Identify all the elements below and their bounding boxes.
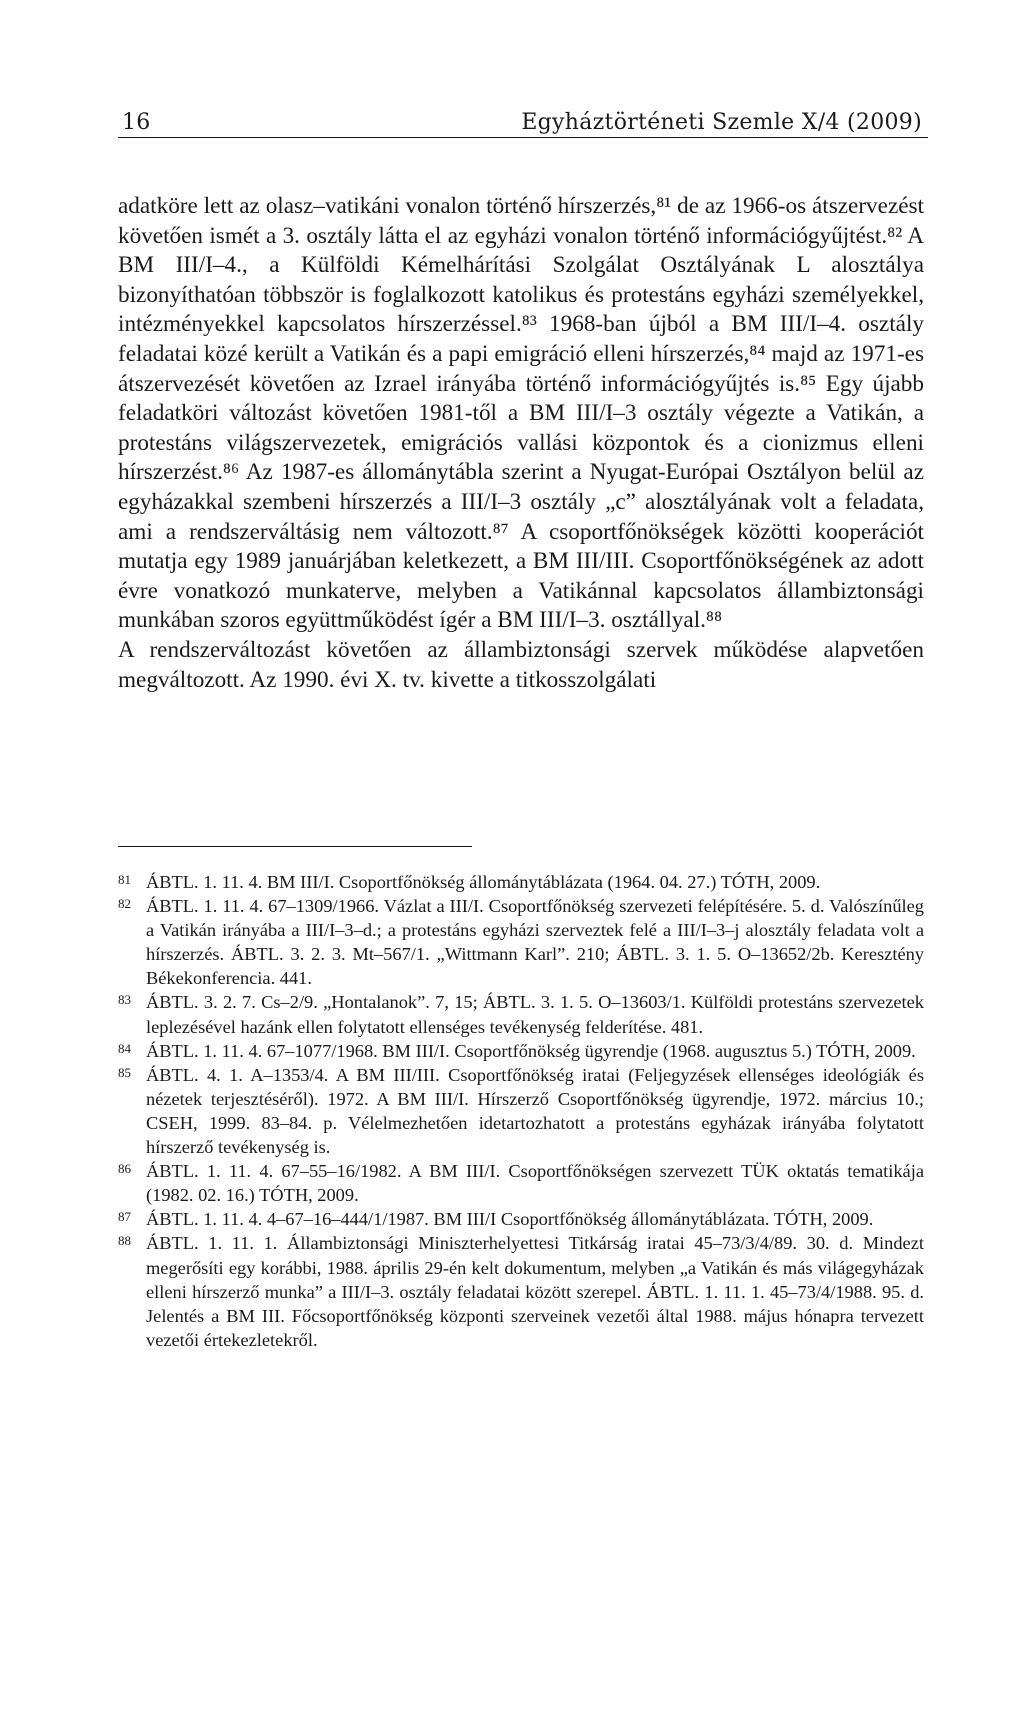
- footnote-text: ÁBTL. 4. 1. A–1353/4. A BM III/III. Csoportfőnökség iratai (Feljegyzések ellenséges ideológiák és nézetek terjesztéséről). 1972. A BM III/I. Hírszerző Csoportfőnökség ügyrendje, 1972. március 10.; CSEH, 1999. 83–84. p. Vélelmezhetően idetartozhatott a protestáns egyházak irányába folytatott hírszerző tevékenység is.: [146, 1064, 924, 1158]
- footnote-number: 88: [118, 1233, 131, 1249]
- footnote: [118, 894, 924, 990]
- footnote-number: 83: [118, 992, 131, 1008]
- footnote-text: ÁBTL. 1. 11. 1. Állambiztonsági Miniszterhelyettesi Titkárság iratai 45–73/3/4/89. 30. d. Mindezt megerősíti egy korábbi, 1988. április 29-én kelt dokumentum, melyben „a Vatikán és más világegyházak elleni hírszerző munka” a III/I–3. osztály feladatai között szerepel. ÁBTL. 1. 11. 1. 45–73/4/1988. 95. d. Jelentés a BM III. Főcsoportfőnökség központi szerveinek vezetői által 1988. május hónapra tervezett vezetői értekezletekről.: [146, 1233, 924, 1350]
- footnote: [118, 1039, 924, 1063]
- footnote: [118, 1207, 924, 1231]
- footnote: [118, 870, 924, 894]
- footnote-number: 82: [118, 896, 131, 912]
- footnote-text: ÁBTL. 1. 11. 4. BM III/I. Csoportfőnökség állománytáblázata (1964. 04. 27.) TÓTH, 2009.: [146, 872, 821, 892]
- footnote: [118, 1159, 924, 1207]
- body-paragraph-2: A rendszerváltozást követően az állambiztonsági szervek működése alapvetően megváltozott. Az 1990. évi X. tv. kivette a titkosszolgálati: [118, 636, 924, 693]
- footnote-number: 84: [118, 1040, 131, 1056]
- footnote-text: ÁBTL. 1. 11. 4. 67–1309/1966. Vázlat a III/I. Csoportfőnökség szervezeti felépítésére. 5. d. Valószínűleg a Vatikán irányába a III/I–3–d.; a protestáns egyházi szerveztek felé a III/I–3–j alosztály feladata volt a hírszerzés. ÁBTL. 3. 2. 3. Mt–567/1. „Wittmann Karl”. 210; ÁBTL. 3. 1. 5. O–13652/2b. Keresztény Békekonferencia. 441.: [146, 896, 924, 989]
- footnote: [118, 1231, 924, 1351]
- footnote-number: 81: [118, 872, 131, 887]
- footnote-separator: [118, 846, 472, 847]
- main-text: [118, 192, 924, 695]
- body-paragraph-1: adatköre lett az olasz–vatikáni vonalon történő hírszerzés,⁸¹ de az 1966-os átszervezést követően ismét a 3. osztály látta el az egyházi vonalon történő információgyűjtést.⁸² A BM III/I–4., a Külföldi Kémelhárítási Szolgálat Osztályának L alosztálya bizonyíthatóan többször is foglalkozott katolikus és protestáns egyházi személyekkel, intézményekkel kapcsolatos hírszerzéssel.⁸³ 1968-ban újból a BM III/I–4. osztály feladatai közé került a Vatikán és a papi emigráció elleni hírszerzés,⁸⁴ majd az 1971-es átszervezését követően az Izrael irányába történő információgyűjtés is.⁸⁵ Egy újabb feladatköri változást követően 1981-től a BM III/I–3 osztály végezte a Vatikán, a protestáns világszervezetek, emigrációs vallási központok és a cionizmus elleni hírszerzést.⁸⁶ Az 1987-es állománytábla szerint a Nyugat-Európai Osztályon belül az egyházakkal szembeni hírszerzés a III/I–3 osztály „c” alosztályának volt a feladata, ami a rendszerváltásig nem változott.⁸⁷ A csoportfőnökségek közötti kooperációt mutatja egy 1989 januárjában keletkezett, a BM III/III. Csoportfőnökségének az adott évre vonatkozó munkaterve, melyben a Vatikánnal kapcsolatos állambiztonsági munkában szoros együttműködést ígér a BM III/I–3. osztállyal.⁸⁸: [118, 193, 924, 634]
- footnote: [118, 990, 924, 1038]
- journal-title: Egyháztörténeti Szemle X/4 (2009): [521, 110, 922, 135]
- footnote: [118, 1063, 924, 1159]
- footnote-number: 86: [118, 1161, 131, 1177]
- footnote-text: ÁBTL. 1. 11. 4. 67–55–16/1982. A BM III/I. Csoportfőnökségen szervezett TÜK oktatás tematikája (1982. 02. 16.) TÓTH, 2009.: [146, 1161, 924, 1206]
- footnote-number: 85: [118, 1064, 131, 1080]
- footnote-number: 87: [118, 1209, 131, 1225]
- footnote-text: ÁBTL. 1. 11. 4. 4–67–16–444/1/1987. BM III/I Csoportfőnökség állománytáblázata. TÓTH, 2009.: [146, 1209, 874, 1230]
- footnote-text: ÁBTL. 3. 2. 7. Cs–2/9. „Hontalanok”. 7, 15; ÁBTL. 3. 1. 5. O–13603/1. Külföldi protestáns szervezetek leplezésével hazánk ellen folytatott ellenséges tevékenység felderítése. 481.: [146, 992, 924, 1037]
- page-number: 16: [122, 110, 151, 135]
- footnotes: [118, 870, 924, 1352]
- running-header: [118, 110, 928, 138]
- footnote-text: ÁBTL. 1. 11. 4. 67–1077/1968. BM III/I. Csoportfőnökség ügyrendje (1968. augusztus 5.) TÓTH, 2009.: [146, 1040, 916, 1061]
